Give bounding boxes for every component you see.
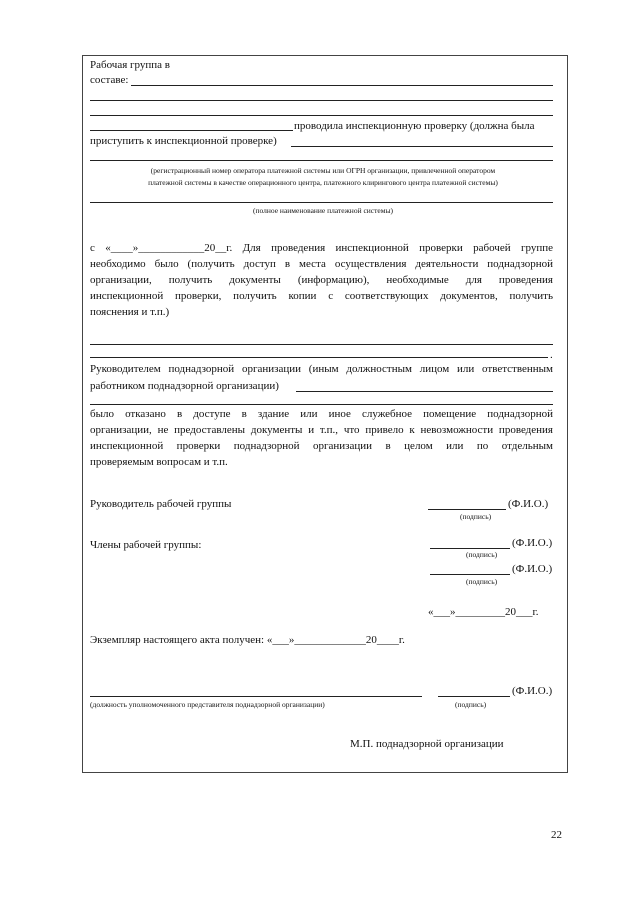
act-date: «___»_________20___г. [428,606,539,618]
reg-number-caption-2: платежной системы в качестве операционного центра, платежного клирингового центра платежной системы) [148,178,498,187]
leader-sign-caption: (подпись) [460,512,492,521]
member1-signature-line [430,548,510,549]
official-position-line [90,696,422,697]
inspection-start-text: приступить к инспекционной проверке) [90,135,277,147]
leader-fio: (Ф.И.О.) [508,498,549,510]
para3-line-4: проверяемым вопросам и т.п. [90,456,228,468]
reg-number-line [90,160,553,161]
para1-fill-line-2 [90,357,548,358]
official-position-caption: (должность уполномоченного представителя поднадзорной организации) [90,700,325,709]
official-sign-caption: (подпись) [455,700,487,709]
para2-fill-line-1 [296,391,553,392]
system-name-caption: (полное наименование платежной системы) [252,206,394,215]
system-name-line [90,202,553,203]
para1-end-dot: . [550,349,553,361]
header-line-2: составе: [90,74,129,86]
official-fio: (Ф.И.О.) [512,685,553,697]
para2-line-2: работником поднадзорной организации) [90,380,279,392]
composition-line-3 [90,115,553,116]
member1-fio: (Ф.И.О.) [512,537,553,549]
para1-fill-line-1 [90,344,553,345]
member2-sign-caption: (подпись) [466,577,498,586]
para3-line-1: было отказано в доступе в здание или иное служебное помещение поднадзорной [90,408,553,420]
reg-number-caption-1: (регистрационный номер оператора платежной системы или ОГРН организации, привлеченной оператором [150,166,496,175]
composition-line-1 [131,85,553,86]
copy-received-text: Экземпляр настоящего акта получен: «___»_____________20____г. [90,634,405,646]
para2-fill-line-2 [90,404,553,405]
inspection-conducted-text: проводила инспекционную проверку (должна была [294,120,535,132]
composition-line-2 [90,100,553,101]
para3-line-3: инспекционной проверки поднадзорной организации в целом или по отдельным [90,440,553,452]
para1-line-1: с «____»____________20__г. Для проведения инспекционной проверки рабочей группе [90,242,553,254]
composition-line-4 [90,130,293,131]
member2-fio: (Ф.И.О.) [512,563,553,575]
stamp-text: М.П. поднадзорной организации [350,738,504,750]
inspection-line [291,146,553,147]
para1-line-5: пояснения и т.п.) [90,306,170,318]
official-signature-line [438,696,510,697]
leader-label: Руководитель рабочей группы [90,498,232,510]
header-line-1: Рабочая группа в [90,59,171,71]
para1-line-3: организации, получить документы (информацию), необходимые для проведения [90,274,553,286]
members-label: Члены рабочей группы: [90,539,202,551]
leader-signature-line [428,509,506,510]
member1-sign-caption: (подпись) [466,550,498,559]
para3-line-2: организации, не предоставлены документы и т.п., что привело к невозможности проведения [90,424,553,436]
member2-signature-line [430,574,510,575]
para1-line-4: инспекционной проверки, получить копии с соответствующих документов, получить [90,290,553,302]
para2-line-1: Руководителем поднадзорной организации (иным должностным лицом или ответственным [90,363,553,375]
page-number: 22 [551,829,562,841]
para1-line-2: необходимо было (получить доступ в места осуществления деятельности поднадзорной [90,258,553,270]
